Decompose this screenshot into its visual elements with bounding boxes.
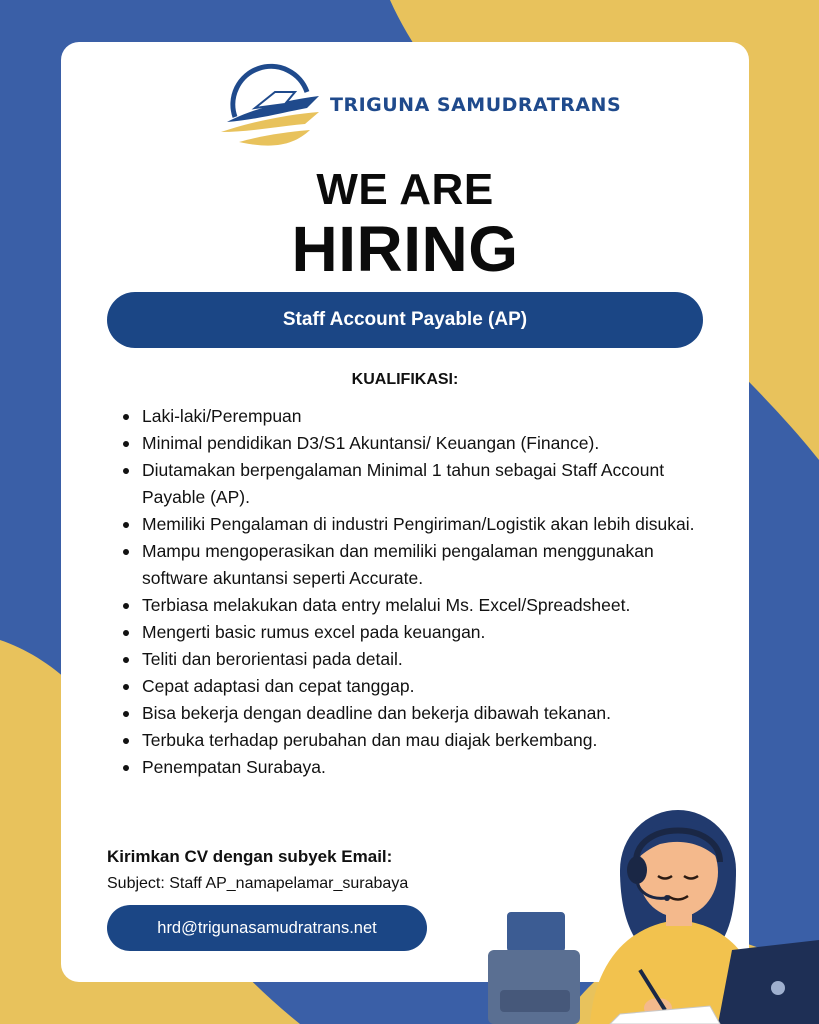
ship-logo-icon <box>215 62 325 154</box>
list-item: Teliti dan berorientasi pada detail. <box>120 646 720 673</box>
qualifications-list <box>120 403 720 781</box>
list-item: Laki-laki/Perempuan <box>120 403 720 430</box>
list-item: Cepat adaptasi dan cepat tanggap. <box>120 673 720 700</box>
email-address-button[interactable]: hrd@trigunasamudratrans.net <box>107 905 427 951</box>
list-item: Mengerti basic rumus excel pada keuangan. <box>120 619 720 646</box>
call-center-woman-icon <box>470 800 819 1024</box>
list-item: Mampu mengoperasikan dan memiliki pengalaman menggunakan software akuntansi seperti Accurate. <box>120 538 720 592</box>
brand-logo <box>215 62 622 154</box>
cv-instruction: Kirimkan CV dengan subyek Email: <box>107 847 393 866</box>
list-item: Minimal pendidikan D3/S1 Akuntansi/ Keuangan (Finance). <box>120 430 720 457</box>
list-item: Terbiasa melakukan data entry melalui Ms. Excel/Spreadsheet. <box>120 592 720 619</box>
list-item: Diutamakan berpengalaman Minimal 1 tahun sebagai Staff Account Payable (AP). <box>120 457 720 511</box>
list-item: Terbuka terhadap perubahan dan mau diajak berkembang. <box>120 727 720 754</box>
email-subject: Subject: Staff AP_namapelamar_surabaya <box>107 875 409 892</box>
list-item: Penempatan Surabaya. <box>120 754 720 781</box>
headline-we-are: WE ARE <box>316 165 494 214</box>
headline-hiring: HIRING <box>291 213 519 285</box>
list-item: Bisa bekerja dengan deadline dan bekerja dibawah tekanan. <box>120 700 720 727</box>
qualifications-title: KUALIFIKASI: <box>351 371 459 388</box>
brand-name: TRIGUNA SAMUDRATRANS <box>330 94 622 116</box>
position-title-pill: Staff Account Payable (AP) <box>107 292 703 348</box>
list-item: Memiliki Pengalaman di industri Pengiriman/Logistik akan lebih disukai. <box>120 511 720 538</box>
